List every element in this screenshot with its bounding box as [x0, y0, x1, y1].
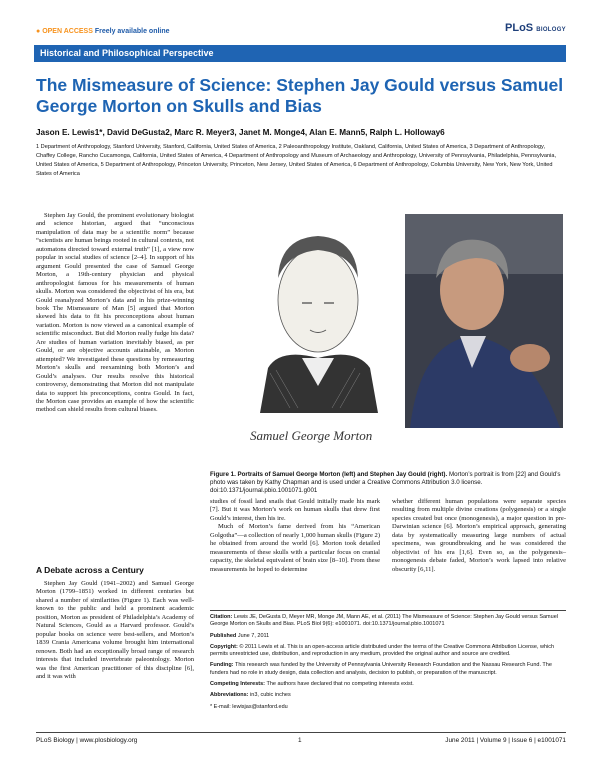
- published-label: Published: [210, 632, 237, 639]
- footer-journal[interactable]: PLoS Biology | www.plosbiology.org: [36, 737, 138, 744]
- paragraph-2: Stephen Jay Gould (1941–2002) and Samuel George Morton (1799–1851) worked in different centuries but shared a number of similarities (Figure 1). Each was well-known to the public and held a prominent academic position, Morton as president of Philadelphia’s Academy of Natural Sciences, Gould as a Harvard professor. Gould’s popular books on science were best-sellers, and Morton’s 1839 Crania Americana volume brought him international renown. Both had an exceptionally broad range of research interests that included invertebrate paleontology. Morton was the first American practitioner of this discipline [6], and it was with: [36, 580, 194, 680]
- page-number: 1: [298, 737, 302, 744]
- published: [210, 633, 566, 640]
- copyright: [210, 644, 566, 659]
- author-list: Jason E. Lewis1*, David DeGusta2, Marc R. Meyer3, Janet M. Monge4, Alan E. Mann5, Ralph L. Holloway6: [36, 128, 445, 137]
- column-2: [210, 498, 380, 574]
- funding: [210, 662, 566, 677]
- figure-1-image: [210, 208, 566, 473]
- morton-portrait: [240, 218, 390, 413]
- col3-paragraph-1: whether different human populations were separate species resulting from multiple divine creations (polygenesis) or a single species created but once (monogenesis), a major question in pre-Darwinian science [6]. Morton’s empirical approach, generating data by systematically measuring large numbers of actual specimens, was groundbreaking and he was considered the objectivist of his era [1,6]. Even so, as the polygenesis–monogenesis debate faded, Morton’s work lapsed into relative obscurity [6,11].: [392, 498, 566, 573]
- column-3: [392, 498, 566, 574]
- col2-paragraph-1: studies of fossil land snails that Gould initially made his mark [7]. But it was Morton’s work on human skulls that drew first Gould’s interest, then his ire.: [210, 498, 380, 522]
- gould-photo: [405, 214, 563, 428]
- open-access-line: [36, 28, 566, 42]
- open-access-label: OPEN ACCESS: [42, 28, 93, 35]
- article-info: [210, 614, 566, 711]
- section-heading: A Debate across a Century: [36, 565, 144, 575]
- footer-issue: June 2011 | Volume 9 | Issue 6 | e1001071: [445, 737, 566, 744]
- copyright-label: Copyright:: [210, 643, 238, 650]
- column-1-continued: [36, 580, 194, 681]
- copyright-text: © 2011 Lewis et al. This is an open-access article distributed under the terms of the Creative Commons Attribution License, which permits unrestricted use, distribution, and reproduction in any medium, provided the original author and source are credited.: [210, 643, 555, 658]
- section-banner: Historical and Philosophical Perspective: [34, 45, 566, 62]
- freely-available-label: Freely available online: [94, 28, 170, 35]
- funding-label: Funding:: [210, 662, 234, 669]
- author-email[interactable]: * E-mail: lewisjas@stanford.edu: [210, 703, 288, 710]
- funding-text: This research was funded by the University of Pennsylvania University Research Foundation and the Nassau Research Fund. The funders had no role in study design, data collection and analysis, decision to publish, or preparation of the manuscript.: [210, 662, 552, 676]
- caption-doi: doi:10.1371/journal.pbio.1001071.g001: [210, 487, 318, 494]
- caption-body: Morton’s portrait is from [22] and Gould’s photo was taken by Kathy Chapman and is used under a Creative Commons Attribution 3.0 license.: [210, 471, 561, 486]
- competing-label: Competing Interests:: [210, 681, 266, 688]
- published-date: June 7, 2011: [237, 632, 270, 639]
- citation-text: Lewis JE, DeGusta D, Meyer MR, Monge JM, Mann AE, et al. (2011) The Mismeasure of Science: Stephen Jay Gould versus Samuel George Morton on Skulls and Bias. PLoS Biol 9(6): e1001071. doi:10.1371/journal.pbio.1001071: [210, 614, 558, 628]
- morton-signature: Samuel George Morton: [250, 428, 373, 443]
- footer-divider: [36, 732, 566, 733]
- citation-label: Citation:: [210, 614, 233, 620]
- journal-logo-sub: BIOLOGY: [536, 27, 566, 33]
- column-1: [36, 212, 194, 415]
- affiliations: 1 Department of Anthropology, Stanford University, Stanford, California, United States of America, 2 Paleoanthropology Institute, Oakland, California, United States of America, 3 Department of Anthropology, Chaffey College, Rancho Cucamonga, California, United States of America, 4 Department of Anthropology and Museum of Archaeology and Anthropology, University of Pennsylvania, Philadelphia, Pennsylvania, United States of America, 5 Department of Anthropology, Princeton University, Princeton, New Jersey, United States of America, 6 Department of Anthropology, Columbia University, New York, New York, United States of America: [36, 144, 557, 177]
- competing-interests: [210, 681, 566, 688]
- abbreviations-text: in3, cubic inches: [250, 692, 291, 699]
- abbreviations-label: Abbreviations:: [210, 692, 249, 699]
- abbreviations: [210, 692, 566, 699]
- col2-paragraph-2: Much of Morton’s fame derived from his “American Golgotha”—a collection of nearly 1,000 human skulls (Figure 2) he obtained from around the world [6]. Morton took detailed measurements of these skulls with a particular focus on cranial capacity, the skeletal equivalent of brain size [8–10]. From these measurements he hoped to determine: [210, 523, 380, 573]
- info-divider: [210, 610, 566, 611]
- journal-logo-text: PLoS: [505, 22, 534, 34]
- open-access-icon: ●: [36, 28, 41, 35]
- figure-1: [210, 208, 566, 494]
- figure-caption: [210, 471, 566, 495]
- journal-logo[interactable]: [505, 22, 566, 34]
- caption-title: Figure 1. Portraits of Samuel George Morton (left) and Stephen Jay Gould (right).: [210, 471, 448, 478]
- competing-text: The authors have declared that no competing interests exist.: [266, 681, 414, 688]
- intro-paragraph: Stephen Jay Gould, the prominent evolutionary biologist and science historian, argued that “unconscious manipulation of data may be a scientific norm” because “scientists are human beings rooted in cultural contexts, not automatons directed toward external truth” [1], a view now popular in social studies of science [2–4]. In support of his argument Gould presented the case of Samuel George Morton, a 19th-century physician and physical anthropologist famous for his measurements of human skulls. Morton was considered the objectivist of his era, but Gould reanalyzed Morton’s data and in his prize-winning book The Mismeasure of Man [5] argued that Morton skewed his data to fit his preconceptions about human variation. Morton is now viewed as a canonical example of scientific misconduct. But did Morton really fudge his data? Are studies of human variation inevitably biased, as per Gould, or are objective accounts attainable, as Morton attempted? We investigated these questions by remeasuring Morton’s skulls and reexamining both Morton’s and Gould’s analyses. Our results resolve this historical controversy, demonstrating that Morton did not manipulate data to support his preconceptions, contra Gould. In fact, the Morton case provides an example of how the scientific method can shield results from cultural biases.: [36, 212, 194, 414]
- article-title: The Mismeasure of Science: Stephen Jay Gould versus Samuel George Morton on Skulls and Bias: [36, 75, 564, 116]
- citation: [210, 614, 566, 629]
